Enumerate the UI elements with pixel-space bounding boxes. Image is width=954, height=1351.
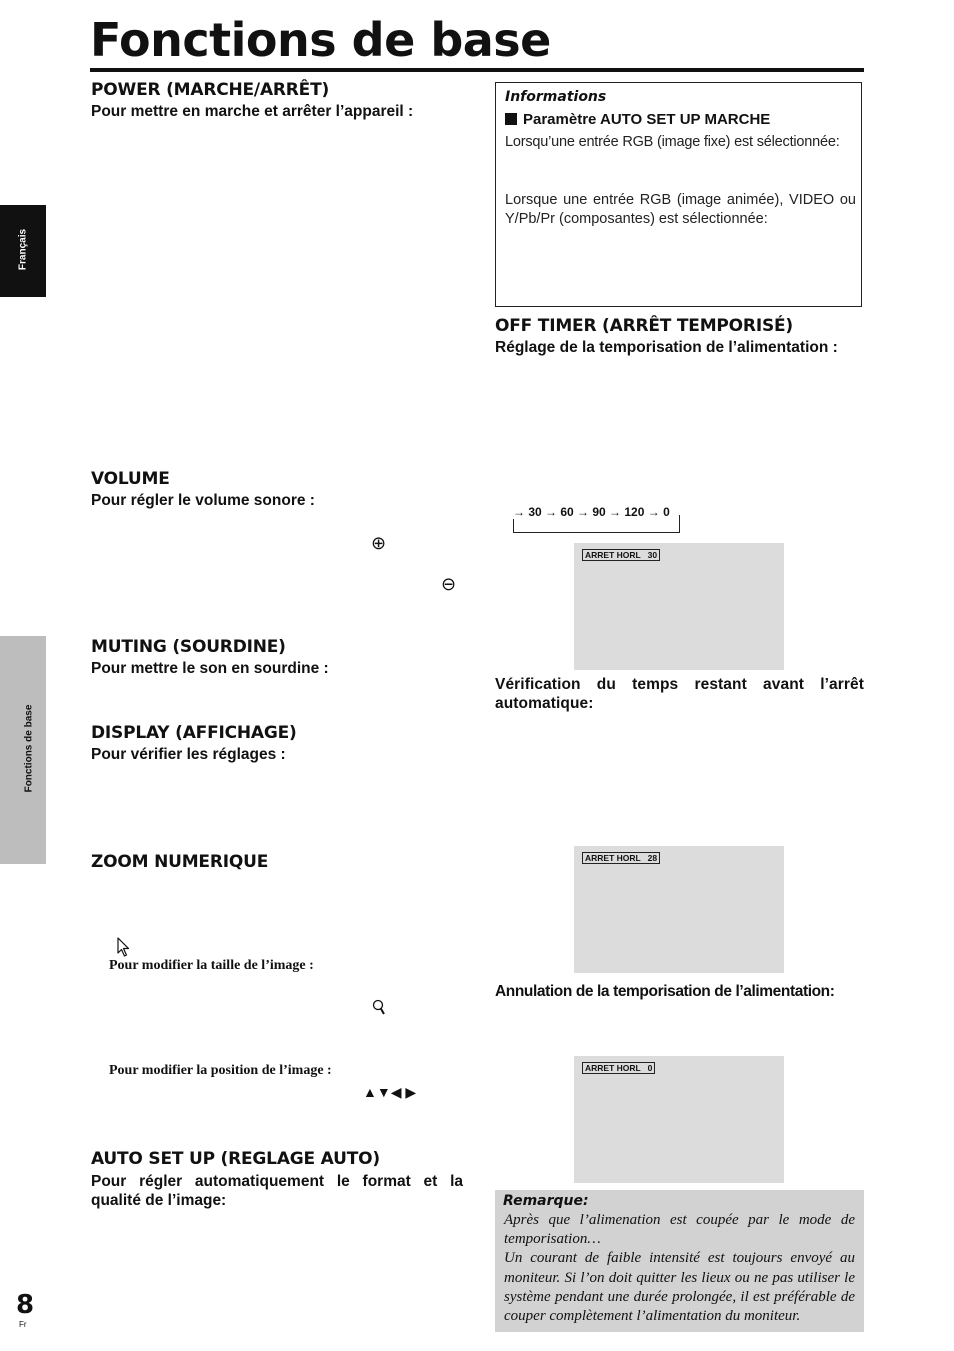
info-param-text: Paramètre AUTO SET UP MARCHE xyxy=(523,111,771,128)
info-line-2: Lorsque une entrée RGB (image animée), VIDEO ou Y/Pb/Pr (composantes) est sélectionnée: xyxy=(505,192,856,227)
auto-setup-subtitle: Pour régler automatiquement le format et la qualité de l’image: xyxy=(91,1173,463,1209)
info-param xyxy=(505,111,770,128)
page-lang-code: Fr xyxy=(19,1320,27,1329)
page-number: 8 xyxy=(16,1290,35,1320)
section-tab-label: Fonctions de base xyxy=(23,704,35,793)
display-subtitle: Pour vérifier les réglages : xyxy=(91,746,286,763)
power-heading: POWER (MARCHE/ARRÊT) xyxy=(91,80,330,100)
section-tab xyxy=(0,636,46,864)
osd-screen-1 xyxy=(574,543,784,670)
off-timer-heading: OFF TIMER (ARRÊT TEMPORISÉ) xyxy=(495,316,793,336)
osd-screen-3 xyxy=(574,1056,784,1183)
page-title: Fonctions de base xyxy=(90,13,551,67)
note-title: Remarque: xyxy=(503,1193,589,1209)
osd-label-3: ARRET HORL 0 xyxy=(582,1062,655,1074)
osd-screen-2 xyxy=(574,846,784,973)
auto-setup-heading: AUTO SET UP (REGLAGE AUTO) xyxy=(91,1149,380,1169)
magnifier-icon xyxy=(371,998,387,1023)
power-subtitle: Pour mettre en marche et arrêter l’appareil : xyxy=(91,103,414,120)
volume-heading: VOLUME xyxy=(91,469,170,489)
off-timer-check: Vérification du temps restant avant l’arrêt automatique: xyxy=(495,676,864,712)
display-heading: DISPLAY (AFFICHAGE) xyxy=(91,723,297,743)
zoom-size-label: Pour modifier la taille de l’image : xyxy=(109,958,314,973)
volume-plus-icon: ⊕ xyxy=(371,533,387,553)
square-bullet-icon xyxy=(505,113,517,125)
language-tab-label: Français xyxy=(17,228,29,271)
note-paragraph-1: Après que l’alimenation est coupée par le mode de temporisation… xyxy=(504,1212,855,1248)
title-rule xyxy=(90,68,864,72)
osd-label-2: ARRET HORL 28 xyxy=(582,852,660,864)
language-tab xyxy=(0,205,46,297)
volume-minus-icon: ⊖ xyxy=(441,574,457,594)
volume-subtitle: Pour régler le volume sonore : xyxy=(91,492,315,509)
muting-heading: MUTING (SOURDINE) xyxy=(91,637,286,657)
off-timer-cancel: Annulation de la temporisation de l’alimentation: xyxy=(495,983,835,1000)
zoom-position-label: Pour modifier la position de l’image : xyxy=(109,1063,332,1078)
timer-sequence: → 30 → 60 → 90 → 120 → 0 xyxy=(513,505,670,519)
off-timer-subtitle: Réglage de la temporisation de l’alimentation : xyxy=(495,339,838,356)
info-title: Informations xyxy=(505,89,607,105)
muting-subtitle: Pour mettre le son en sourdine : xyxy=(91,660,329,677)
info-line-1: Lorsqu’une entrée RGB (image fixe) est sélectionnée: xyxy=(505,134,840,150)
osd-label-1: ARRET HORL 30 xyxy=(582,549,660,561)
note-paragraph-2: Un courant de faible intensité est toujours envoyé au moniteur. Si l’on doit quitter les lieux ou ne pas utiliser le système pendant une durée prolongée, il est préférable de couper complètement l’alimentation du moniteur. xyxy=(504,1250,855,1325)
arrow-keys-icon: ▲▼◀ ▶ xyxy=(363,1084,417,1100)
note-text xyxy=(504,1211,855,1326)
zoom-heading: ZOOM NUMERIQUE xyxy=(91,852,269,872)
